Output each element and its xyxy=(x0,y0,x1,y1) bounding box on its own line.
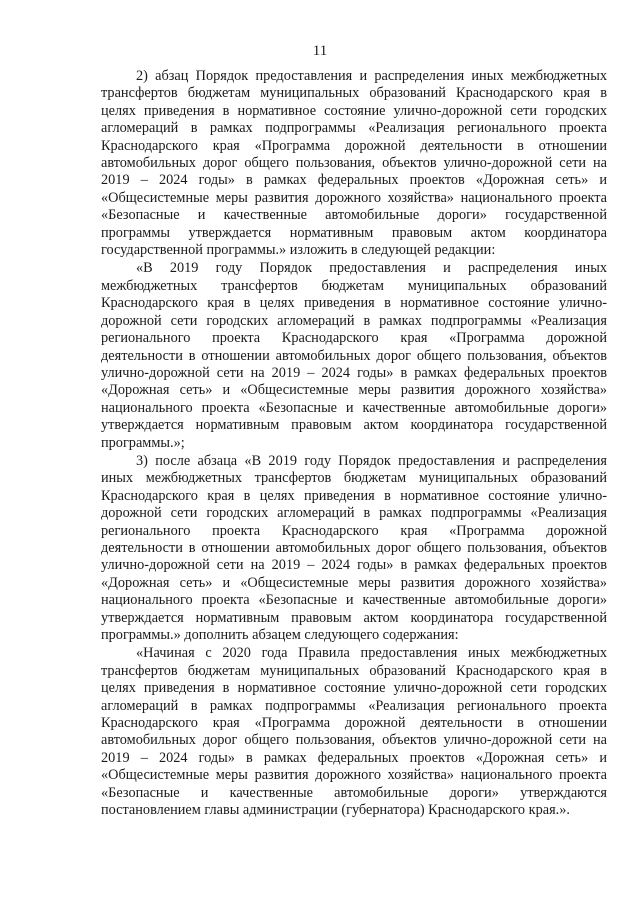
text-line: автомобильных дорог общего пользования, объектов улично-дорожной сети на xyxy=(101,155,607,172)
text-line: «Безопасные и качественные автомобильные дороги» государственной xyxy=(101,207,607,224)
text-line: регионального проекта Краснодарского края «Программа дорожной xyxy=(101,522,607,539)
text-line: деятельности в отношении автомобильных дорог общего пользования, объектов xyxy=(101,539,607,556)
text-line: 3) после абзаца «В 2019 году Порядок предоставления и распределения xyxy=(136,452,607,469)
text-line: целях приведения в нормативное состояние улично-дорожной сети городских xyxy=(101,102,607,119)
document-body xyxy=(101,68,607,820)
text-line: программы.» дополнить абзацем следующего содержания: xyxy=(101,627,459,643)
text-line: 2) абзац Порядок предоставления и распределения иных межбюджетных xyxy=(136,68,607,84)
text-line: национального проекта «Безопасные и качественные автомобильные дороги» xyxy=(101,399,607,416)
text-line: «Безопасные и качественные автомобильные дороги» утверждаются xyxy=(101,784,607,801)
text-line: деятельности в отношении автомобильных дорог общего пользования, объектов xyxy=(101,347,607,364)
text-line: 2019 – 2024 годы» в рамках федеральных проектов «Дорожная сеть» и xyxy=(101,749,607,766)
text-line: программы.»; xyxy=(101,434,185,451)
text-line: Краснодарского края «Программа дорожной деятельности в отношении xyxy=(101,715,607,732)
text-line: утверждается нормативным правовым актом координатора государственной xyxy=(101,417,607,434)
text-line: трансфертов бюджетам муниципальных образований Краснодарского края в xyxy=(101,85,607,102)
text-line: агломераций в рамках подпрограммы «Реализация регионального проекта xyxy=(101,120,607,137)
text-line: улично-дорожной сети на 2019 – 2024 годы» в рамках федеральных проектов xyxy=(101,557,607,574)
page-number: 11 xyxy=(312,43,328,59)
text-line: улично-дорожной сети на 2019 – 2024 годы» в рамках федеральных проектов xyxy=(101,364,607,381)
text-line: иных межбюджетных трансфертов бюджетам муниципальных образований xyxy=(101,470,607,487)
text-line: «Общесистемные меры развития дорожного хозяйства» национального проекта xyxy=(101,189,607,206)
text-line: межбюджетных трансфертов бюджетам муниципальных образований xyxy=(101,277,607,294)
text-line: Краснодарского края «Программа дорожной деятельности в отношении xyxy=(101,137,607,154)
text-line: автомобильных дорог общего пользования, объектов улично-дорожной сети на xyxy=(101,732,607,749)
text-line: Краснодарского края в целях приведения в нормативное состояние улично- xyxy=(101,295,607,312)
text-line: постановлением главы администрации (губернатора) Краснодарского края.». xyxy=(101,802,570,819)
text-line: «Начиная с 2020 года Правила предоставления иных межбюджетных xyxy=(136,645,607,662)
text-line: агломераций в рамках подпрограммы «Реализация регионального проекта xyxy=(101,697,607,714)
text-line: дорожной сети городских агломераций в рамках подпрограммы «Реализация xyxy=(101,312,607,329)
paragraph xyxy=(101,453,607,644)
text-line: трансфертов бюджетам муниципальных образований Краснодарского края в xyxy=(101,662,607,679)
text-line: регионального проекта Краснодарского края «Программа дорожной xyxy=(101,330,607,347)
text-line: «В 2019 году Порядок предоставления и распределения иных xyxy=(136,260,607,277)
paragraph xyxy=(101,645,607,819)
paragraph xyxy=(101,260,607,451)
text-line: «Дорожная сеть» и «Общесистемные меры развития дорожного хозяйства» xyxy=(101,382,607,399)
text-line: государственной программы.» изложить в следующей редакции: xyxy=(101,242,496,259)
text-line: национального проекта «Безопасные и качественные автомобильные дороги» xyxy=(101,592,607,609)
text-line: дорожной сети городских агломераций в рамках подпрограммы «Реализация xyxy=(101,505,607,522)
text-line: утверждается нормативным правовым актом координатора государственной xyxy=(101,609,607,626)
text-line: Краснодарского края в целях приведения в нормативное состояние улично- xyxy=(101,487,607,504)
text-line: программы утверждается нормативным правовым актом координатора xyxy=(101,224,607,241)
paragraph xyxy=(101,68,607,259)
text-line: 2019 – 2024 годы» в рамках федеральных проектов «Дорожная сеть» и xyxy=(101,172,607,189)
text-line: «Общесистемные меры развития дорожного хозяйства» национального проекта xyxy=(101,767,607,784)
text-line: целях приведения в нормативное состояние улично-дорожной сети городских xyxy=(101,680,607,697)
text-line: «Дорожная сеть» и «Общесистемные меры развития дорожного хозяйства» xyxy=(101,574,607,591)
